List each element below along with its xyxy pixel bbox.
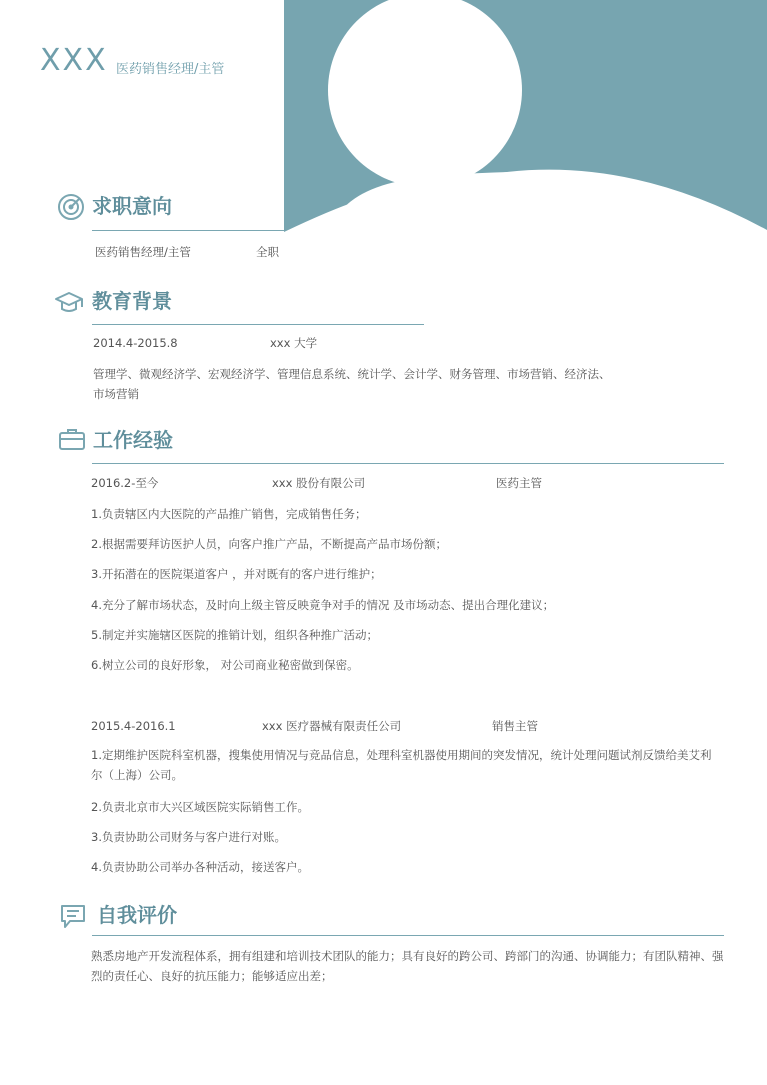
job-company: xxx 股份有限公司 <box>272 476 366 490</box>
job-duty: 3.负责协助公司财务与客户进行对账。 <box>91 830 286 844</box>
job-duty: 6.树立公司的良好形象， 对公司商业秘密做到保密。 <box>91 658 359 672</box>
chat-icon <box>58 901 88 931</box>
job-duty: 5.制定并实施辖区医院的推销计划，组织各种推广活动； <box>91 628 378 642</box>
section-title-self-eval: 自我评价 <box>97 903 177 927</box>
job-duty: 1.定期维护医院科室机器，搜集使用情况与竞品信息，处理科室机器使用期间的突发情况，统计处理问题试剂反馈给美艾利尔（上海）公司。 <box>91 748 712 782</box>
intent-position: 医药销售经理/主管 <box>95 245 191 259</box>
section-title-education: 教育背景 <box>92 289 172 313</box>
job-duty: 4.负责协助公司举办各种活动，接送客户。 <box>91 860 309 874</box>
job-company: xxx 医疗器械有限责任公司 <box>262 719 402 733</box>
education-courses-line1: 管理学、微观经济学、宏观经济学、管理信息系统、统计学、会计学、财务管理、市场营销、经济法、 <box>93 367 611 381</box>
section-divider-education <box>92 324 424 325</box>
job-role: 销售主管 <box>492 719 538 733</box>
section-title-work: 工作经验 <box>93 428 173 452</box>
target-icon <box>56 192 86 222</box>
job-period: 2015.4-2016.1 <box>91 719 176 733</box>
section-title-intent: 求职意向 <box>92 194 172 218</box>
section-divider-intent <box>92 230 284 231</box>
briefcase-icon <box>57 424 87 454</box>
header-decoration <box>0 0 767 260</box>
job-duty: 4.充分了解市场状态，及时向上级主管反映竟争对手的情况 及市场动态、提出合理化建议； <box>91 598 555 612</box>
job-period: 2016.2-至今 <box>91 476 159 490</box>
candidate-title: 医药销售经理/主管 <box>116 62 225 77</box>
job-duty: 2.根据需要拜访医护人员，向客户推广产品，不断提高产品市场份额； <box>91 537 447 551</box>
job-duty: 2.负责北京市大兴区域医院实际销售工作。 <box>91 800 309 814</box>
section-divider-self-eval <box>92 935 724 936</box>
self-eval-text: 熟悉房地产开发流程体系，拥有组建和培训技术团队的能力；具有良好的跨公司、跨部门的沟通、协调能力；有团队精神、强烈的责任心、良好的抗压能力；能够适应出差； <box>91 949 724 983</box>
intent-type: 全职 <box>256 245 279 259</box>
job-role: 医药主管 <box>496 476 542 490</box>
education-period: 2014.4-2015.8 <box>93 336 178 350</box>
job-duty: 1.负责辖区内大医院的产品推广销售，完成销售任务； <box>91 507 367 521</box>
education-courses-line2: 市场营销 <box>93 387 139 401</box>
education-school: xxx 大学 <box>270 336 318 350</box>
candidate-name: XXX <box>40 43 108 78</box>
job-duty: 3.开拓潜在的医院渠道客户 ，并对既有的客户进行维护； <box>91 567 382 581</box>
section-divider-work <box>92 463 724 464</box>
graduation-cap-icon <box>54 287 84 317</box>
